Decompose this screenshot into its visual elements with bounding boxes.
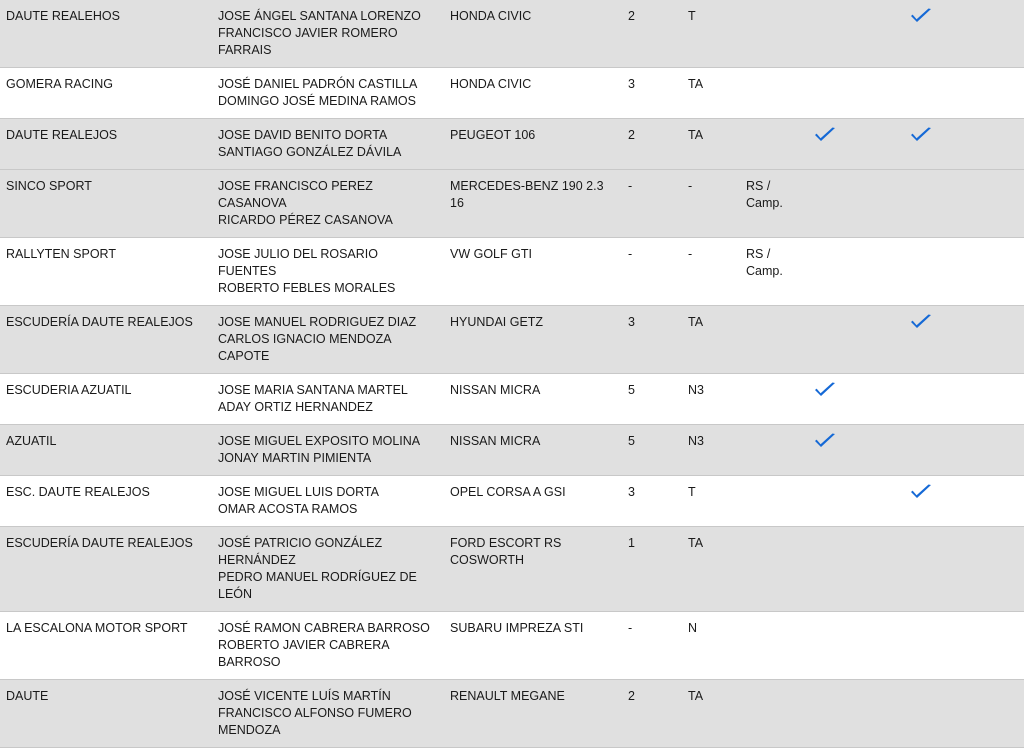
table-row (0, 680, 1024, 748)
crew-member: JOSE FRANCISCO PEREZ CASANOVA (218, 179, 373, 210)
car-model-cell: MERCEDES-BENZ 190 2.3 16 (444, 170, 622, 238)
crew-cell (212, 374, 444, 425)
table-row (0, 119, 1024, 170)
crew-member: JONAY MARTIN PIMIENTA (218, 451, 372, 465)
team-name-cell: ESCUDERIA AZUATIL (0, 374, 212, 425)
table-row (0, 306, 1024, 374)
car-model-cell: NISSAN MICRA (444, 425, 622, 476)
number-cell: 5 (622, 374, 682, 425)
number-cell: - (622, 170, 682, 238)
checkmark-icon (814, 127, 836, 143)
class-cell: TA (682, 306, 740, 374)
crew-cell (212, 0, 444, 68)
mark-cell-primary (808, 527, 904, 612)
mark-cell-secondary (904, 612, 1024, 680)
group-cell: RS / Camp. (740, 238, 808, 306)
checkmark-icon (910, 314, 932, 330)
mark-cell-secondary (904, 476, 1024, 527)
class-cell: - (682, 238, 740, 306)
number-cell: - (622, 612, 682, 680)
crew-cell (212, 612, 444, 680)
car-model-cell: SUBARU IMPREZA STI (444, 612, 622, 680)
crew-member: JOSE JULIO DEL ROSARIO FUENTES (218, 247, 378, 278)
crew-cell (212, 425, 444, 476)
crew-member: OMAR ACOSTA RAMOS (218, 502, 358, 516)
crew-member: JOSE ÁNGEL SANTANA LORENZO (218, 9, 421, 23)
team-name-cell: DAUTE REALEJOS (0, 119, 212, 170)
mark-cell-primary (808, 612, 904, 680)
car-model-cell: HYUNDAI GETZ (444, 306, 622, 374)
number-cell: 2 (622, 119, 682, 170)
crew-member: SANTIAGO GONZÁLEZ DÁVILA (218, 145, 402, 159)
class-cell: T (682, 0, 740, 68)
team-name-cell: SINCO SPORT (0, 170, 212, 238)
checkmark-icon (910, 484, 932, 500)
crew-cell (212, 680, 444, 748)
checkmark-icon (814, 433, 836, 449)
mark-cell-secondary (904, 425, 1024, 476)
mark-cell-primary (808, 170, 904, 238)
car-model-cell: PEUGEOT 106 (444, 119, 622, 170)
mark-cell-primary (808, 425, 904, 476)
group-cell (740, 0, 808, 68)
table-row (0, 476, 1024, 527)
crew-member: JOSE MARIA SANTANA MARTEL (218, 383, 408, 397)
car-model-cell: HONDA CIVIC (444, 0, 622, 68)
mark-cell-secondary (904, 68, 1024, 119)
group-cell (740, 680, 808, 748)
group-cell (740, 425, 808, 476)
class-cell: N (682, 612, 740, 680)
crew-cell (212, 170, 444, 238)
group-cell (740, 612, 808, 680)
group-cell (740, 68, 808, 119)
crew-member: JOSE MIGUEL LUIS DORTA (218, 485, 379, 499)
car-model-cell: VW GOLF GTI (444, 238, 622, 306)
mark-cell-primary (808, 238, 904, 306)
class-cell: TA (682, 680, 740, 748)
team-name-cell: ESC. DAUTE REALEJOS (0, 476, 212, 527)
table-row (0, 374, 1024, 425)
car-model-cell: OPEL CORSA A GSI (444, 476, 622, 527)
group-cell: RS / Camp. (740, 170, 808, 238)
crew-member: FRANCISCO JAVIER ROMERO FARRAIS (218, 26, 398, 57)
crew-member: FRANCISCO ALFONSO FUMERO MENDOZA (218, 706, 412, 737)
crew-member: RICARDO PÉREZ CASANOVA (218, 213, 393, 227)
class-cell: N3 (682, 425, 740, 476)
class-cell: - (682, 170, 740, 238)
group-cell (740, 476, 808, 527)
team-name-cell: AZUATIL (0, 425, 212, 476)
number-cell: 3 (622, 306, 682, 374)
number-cell: 5 (622, 425, 682, 476)
crew-cell (212, 476, 444, 527)
table-row (0, 425, 1024, 476)
team-name-cell: RALLYTEN SPORT (0, 238, 212, 306)
car-model-cell: HONDA CIVIC (444, 68, 622, 119)
mark-cell-primary (808, 68, 904, 119)
mark-cell-secondary (904, 306, 1024, 374)
number-cell: 1 (622, 527, 682, 612)
number-cell: - (622, 238, 682, 306)
crew-member: JOSÉ PATRICIO GONZÁLEZ HERNÁNDEZ (218, 536, 383, 567)
crew-cell (212, 306, 444, 374)
crew-cell (212, 119, 444, 170)
crew-member: ADAY ORTIZ HERNANDEZ (218, 400, 373, 414)
group-cell (740, 374, 808, 425)
crew-member: JOSE MIGUEL EXPOSITO MOLINA (218, 434, 421, 448)
crew-member: CARLOS IGNACIO MENDOZA CAPOTE (218, 332, 391, 363)
checkmark-icon (910, 127, 932, 143)
crew-cell (212, 238, 444, 306)
team-name-cell: DAUTE REALEHOS (0, 0, 212, 68)
mark-cell-primary (808, 680, 904, 748)
mark-cell-primary (808, 306, 904, 374)
group-cell (740, 119, 808, 170)
crew-member: JOSÉ DANIEL PADRÓN CASTILLA (218, 77, 418, 91)
table-row (0, 68, 1024, 119)
mark-cell-secondary (904, 119, 1024, 170)
mark-cell-secondary (904, 0, 1024, 68)
class-cell: T (682, 476, 740, 527)
number-cell: 2 (622, 680, 682, 748)
car-model-cell: RENAULT MEGANE (444, 680, 622, 748)
crew-member: ROBERTO JAVIER CABRERA BARROSO (218, 638, 389, 669)
crew-cell (212, 527, 444, 612)
team-name-cell: ESCUDERÍA DAUTE REALEJOS (0, 306, 212, 374)
mark-cell-primary (808, 0, 904, 68)
number-cell: 3 (622, 68, 682, 119)
crew-member: PEDRO MANUEL RODRÍGUEZ DE LEÓN (218, 570, 417, 601)
mark-cell-secondary (904, 238, 1024, 306)
class-cell: TA (682, 527, 740, 612)
class-cell: TA (682, 68, 740, 119)
table-row (0, 238, 1024, 306)
class-cell: TA (682, 119, 740, 170)
number-cell: 3 (622, 476, 682, 527)
number-cell: 2 (622, 0, 682, 68)
group-cell (740, 306, 808, 374)
table-row (0, 527, 1024, 612)
crew-member: JOSÉ VICENTE LUÍS MARTÍN (218, 689, 391, 703)
mark-cell-primary (808, 374, 904, 425)
car-model-cell: NISSAN MICRA (444, 374, 622, 425)
team-name-cell: LA ESCALONA MOTOR SPORT (0, 612, 212, 680)
table-row (0, 170, 1024, 238)
car-model-cell: FORD ESCORT RS COSWORTH (444, 527, 622, 612)
team-name-cell: ESCUDERÍA DAUTE REALEJOS (0, 527, 212, 612)
crew-member: JOSE DAVID BENITO DORTA (218, 128, 388, 142)
team-name-cell: DAUTE (0, 680, 212, 748)
mark-cell-secondary (904, 680, 1024, 748)
group-cell (740, 527, 808, 612)
mark-cell-primary (808, 119, 904, 170)
crew-cell (212, 68, 444, 119)
mark-cell-secondary (904, 374, 1024, 425)
table-row (0, 0, 1024, 68)
table-row (0, 612, 1024, 680)
crew-member: JOSE MANUEL RODRIGUEZ DIAZ (218, 315, 417, 329)
crew-member: JOSÉ RAMON CABRERA BARROSO (218, 621, 430, 635)
class-cell: N3 (682, 374, 740, 425)
mark-cell-secondary (904, 527, 1024, 612)
crew-member: DOMINGO JOSÉ MEDINA RAMOS (218, 94, 416, 108)
checkmark-icon (814, 382, 836, 398)
checkmark-icon (910, 8, 932, 24)
mark-cell-secondary (904, 170, 1024, 238)
team-name-cell: GOMERA RACING (0, 68, 212, 119)
crew-member: ROBERTO FEBLES MORALES (218, 281, 396, 295)
mark-cell-primary (808, 476, 904, 527)
